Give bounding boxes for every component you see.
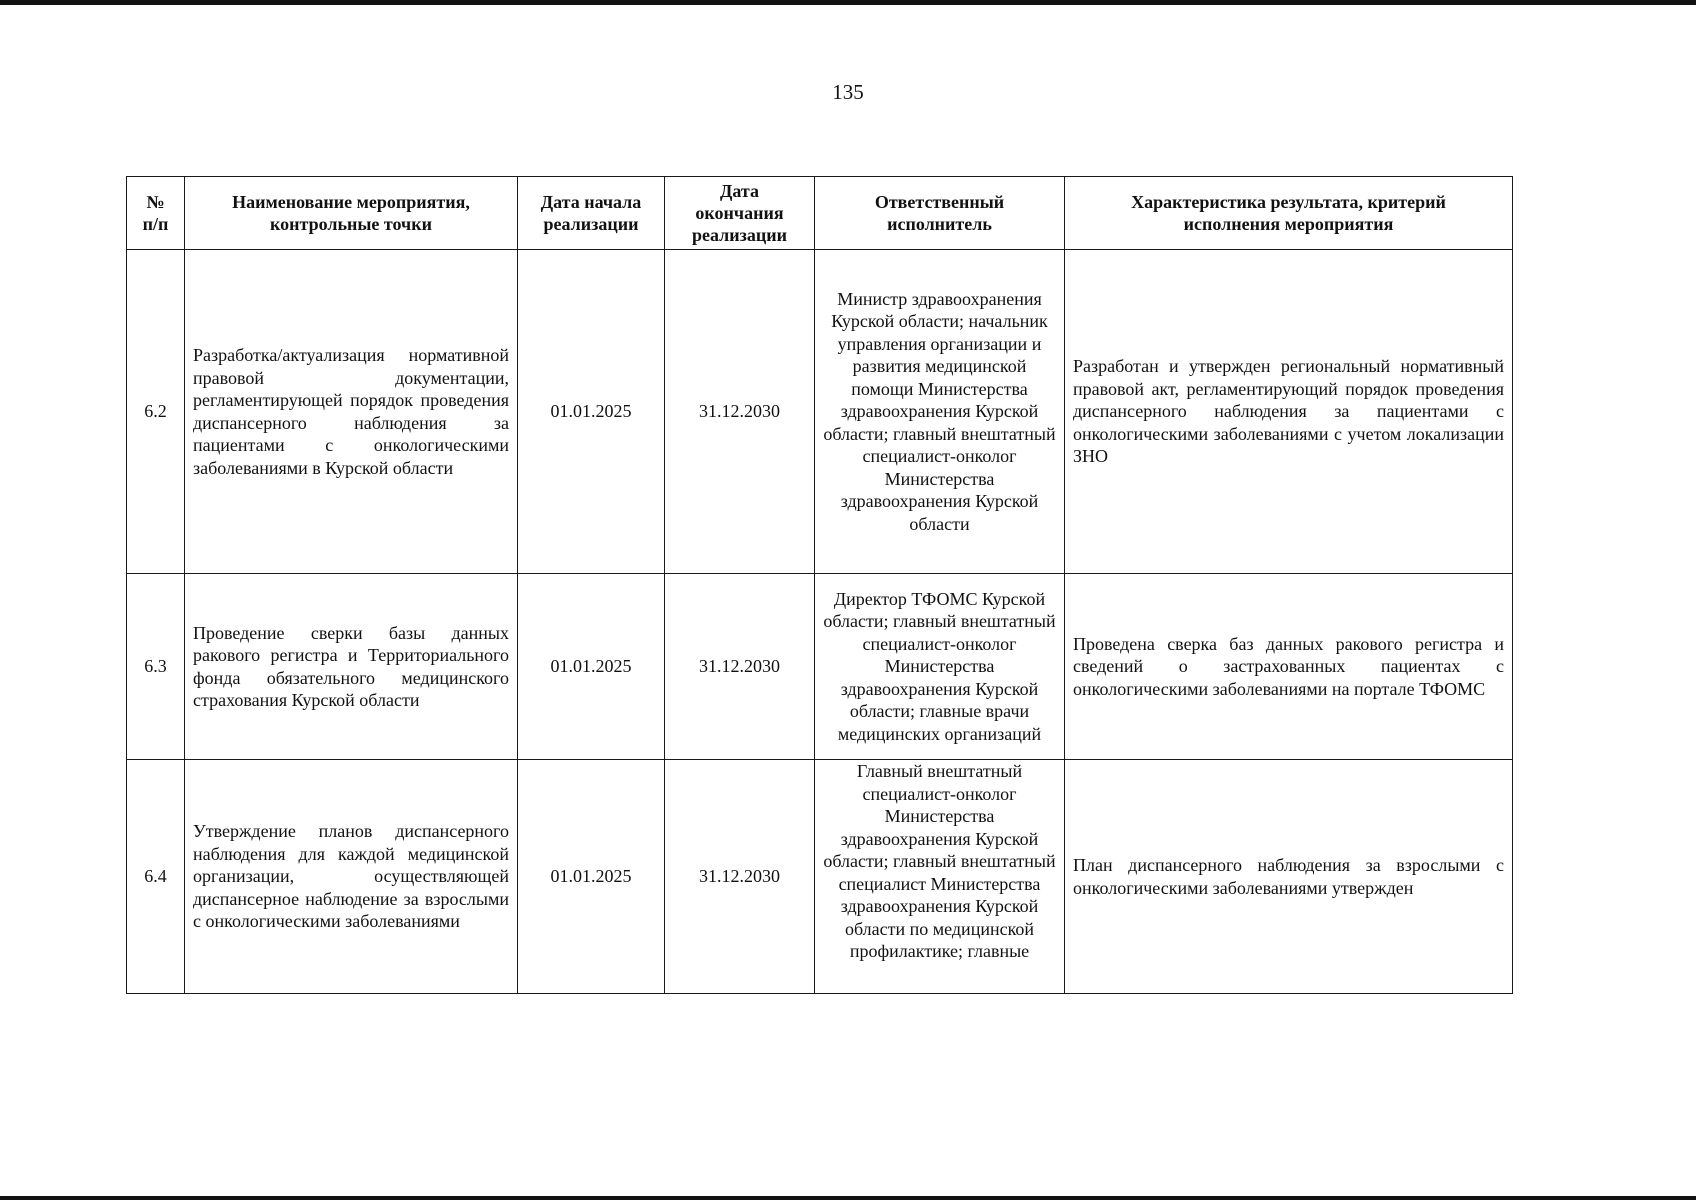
responsible-executor: Министр здравоохранения Курской области; начальник управления организации и развития медицинской помощи Министерства здравоохранения Курской области; главный внештатный специалист-онколог Министерства здравоохранения Курской области xyxy=(815,250,1065,574)
end-date: 31.12.2030 xyxy=(665,574,815,760)
start-date: 01.01.2025 xyxy=(518,760,665,994)
table-row xyxy=(127,574,1513,760)
table-header-row xyxy=(127,177,1513,250)
responsible-executor: Директор ТФОМС Курской области; главный внештатный специалист-онколог Министерства здравоохранения Курской области; главные врачи медицинских организаций xyxy=(815,574,1065,760)
table-row xyxy=(127,760,1513,994)
header-executor: Ответственный исполнитель xyxy=(815,177,1065,250)
result-criteria: Проведена сверка баз данных ракового регистра и сведений о застрахованных пациентах с онкологическими заболеваниями на портале ТФОМС xyxy=(1065,574,1513,760)
measure-name: Разработка/актуализация нормативной правовой документации, регламентирующей порядок проведения диспансерного наблюдения за пациентами с онкологическими заболеваниями в Курской области xyxy=(185,250,518,574)
scan-edge-top xyxy=(0,0,1696,5)
header-measure-name: Наименование мероприятия, контрольные точки xyxy=(185,177,518,250)
header-start-date: Дата начала реализации xyxy=(518,177,665,250)
page-number: 135 xyxy=(832,80,864,104)
header-number: № п/п xyxy=(127,177,185,250)
header-end-date: Дата окончания реализации xyxy=(665,177,815,250)
measures-table xyxy=(126,176,1513,994)
end-date: 31.12.2030 xyxy=(665,250,815,574)
row-number: 6.4 xyxy=(127,760,185,994)
table-row xyxy=(127,250,1513,574)
result-criteria: План диспансерного наблюдения за взрослыми с онкологическими заболеваниями утвержден xyxy=(1065,760,1513,994)
measure-name: Проведение сверки базы данных ракового регистра и Территориального фонда обязательного медицинского страхования Курской области xyxy=(185,574,518,760)
scan-edge-bottom xyxy=(0,1196,1696,1200)
responsible-executor-cell xyxy=(815,760,1065,994)
header-result: Характеристика результата, критерий исполнения мероприятия xyxy=(1065,177,1513,250)
result-criteria: Разработан и утвержден региональный нормативный правовой акт, регламентирующий порядок проведения диспансерного наблюдения за пациентами с онкологическими заболеваниями с учетом локализации ЗНО xyxy=(1065,250,1513,574)
end-date: 31.12.2030 xyxy=(665,760,815,994)
row-number: 6.3 xyxy=(127,574,185,760)
start-date: 01.01.2025 xyxy=(518,250,665,574)
row-number: 6.2 xyxy=(127,250,185,574)
responsible-executor: Главный внештатный специалист-онколог Министерства здравоохранения Курской области; главный внештатный специалист Министерства здравоохранения Курской области по медицинской профилактике; главные xyxy=(823,761,1056,961)
start-date: 01.01.2025 xyxy=(518,574,665,760)
measure-name: Утверждение планов диспансерного наблюдения для каждой медицинской организации, осуществляющей диспансерное наблюдение за взрослыми с онкологическими заболеваниями xyxy=(185,760,518,994)
